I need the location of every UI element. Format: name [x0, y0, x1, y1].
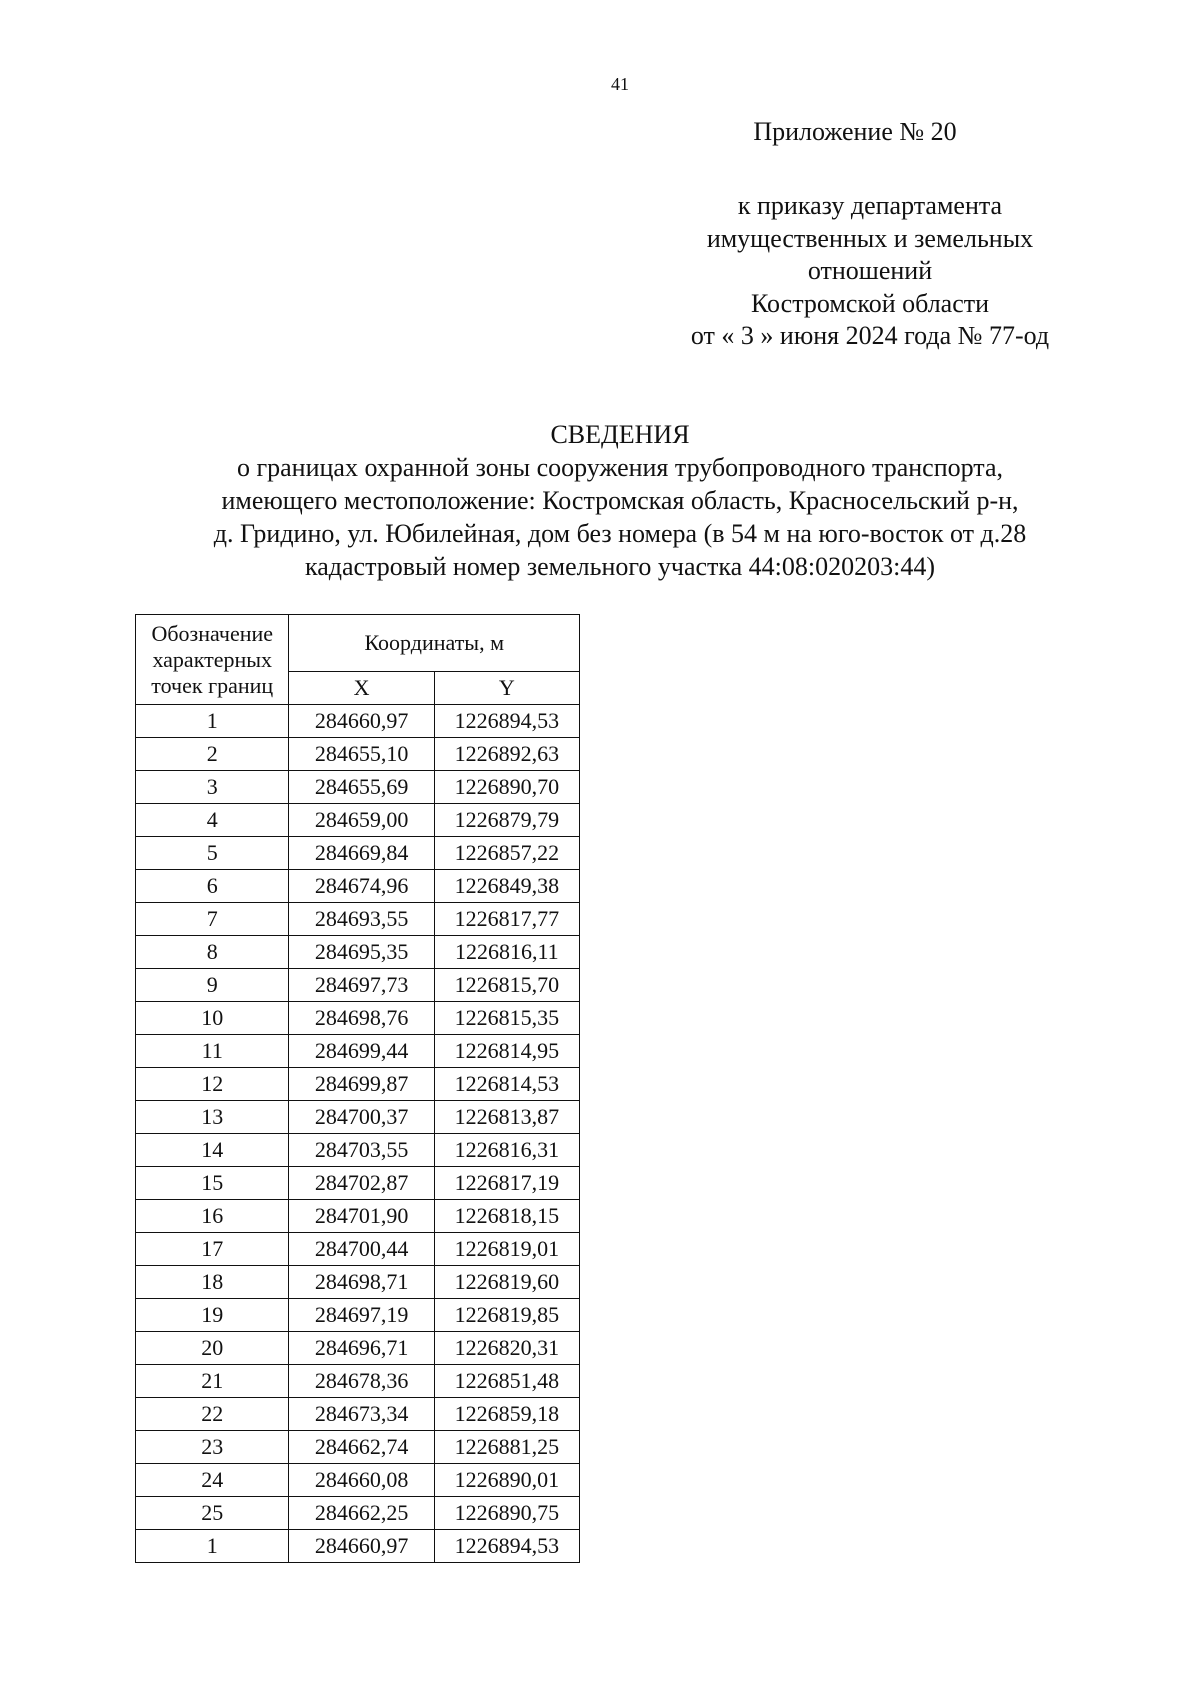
- point-cell: 4: [136, 804, 289, 837]
- point-cell: 25: [136, 1497, 289, 1530]
- y-cell: 1226819,85: [434, 1299, 579, 1332]
- y-cell: 1226818,15: [434, 1200, 579, 1233]
- y-cell: 1226815,70: [434, 969, 579, 1002]
- point-cell: 11: [136, 1035, 289, 1068]
- point-cell: 10: [136, 1002, 289, 1035]
- point-cell: 13: [136, 1101, 289, 1134]
- x-cell: 284674,96: [289, 870, 434, 903]
- table-row: [136, 705, 580, 738]
- y-cell: 1226814,53: [434, 1068, 579, 1101]
- y-cell: 1226857,22: [434, 837, 579, 870]
- order-line: от « 3 » июня 2024 года № 77-од: [690, 321, 1050, 350]
- x-cell: 284655,69: [289, 771, 434, 804]
- x-cell: 284693,55: [289, 903, 434, 936]
- x-cell: 284700,37: [289, 1101, 434, 1134]
- table-row: [136, 1266, 580, 1299]
- heading-line: имеющего местоположение: Костромская область, Красносельский р-н,: [221, 486, 1019, 515]
- table-row: [136, 771, 580, 804]
- y-column-header: Y: [434, 672, 579, 705]
- y-cell: 1226817,77: [434, 903, 579, 936]
- x-cell: 284660,97: [289, 1530, 434, 1563]
- y-cell: 1226894,53: [434, 705, 579, 738]
- x-cell: 284696,71: [289, 1332, 434, 1365]
- x-cell: 284660,97: [289, 705, 434, 738]
- coordinates-table: [135, 614, 580, 1563]
- point-cell: 14: [136, 1134, 289, 1167]
- y-cell: 1226817,19: [434, 1167, 579, 1200]
- y-cell: 1226859,18: [434, 1398, 579, 1431]
- x-cell: 284701,90: [289, 1200, 434, 1233]
- point-cell: 2: [136, 738, 289, 771]
- point-cell: 9: [136, 969, 289, 1002]
- table-row: [136, 1497, 580, 1530]
- table-row: [136, 1101, 580, 1134]
- x-cell: 284698,71: [289, 1266, 434, 1299]
- table-row: [136, 1200, 580, 1233]
- table-row: [136, 1431, 580, 1464]
- point-cell: 12: [136, 1068, 289, 1101]
- table-row: [136, 903, 580, 936]
- y-cell: 1226890,70: [434, 771, 579, 804]
- point-cell: 1: [136, 1530, 289, 1563]
- point-cell: 18: [136, 1266, 289, 1299]
- table-row: [136, 1332, 580, 1365]
- point-cell: 3: [136, 771, 289, 804]
- x-cell: 284700,44: [289, 1233, 434, 1266]
- table-row: [136, 1167, 580, 1200]
- x-cell: 284699,87: [289, 1068, 434, 1101]
- table-row: [136, 1530, 580, 1563]
- table-row: [136, 837, 580, 870]
- point-header-line: Обозначение: [151, 620, 274, 646]
- y-cell: 1226814,95: [434, 1035, 579, 1068]
- point-cell: 1: [136, 705, 289, 738]
- y-cell: 1226849,38: [434, 870, 579, 903]
- x-cell: 284703,55: [289, 1134, 434, 1167]
- table-row: [136, 936, 580, 969]
- table-header-row: [136, 615, 580, 672]
- point-cell: 20: [136, 1332, 289, 1365]
- point-cell: 16: [136, 1200, 289, 1233]
- table-row: [136, 1233, 580, 1266]
- x-cell: 284699,44: [289, 1035, 434, 1068]
- point-cell: 21: [136, 1365, 289, 1398]
- point-header-line: точек границ: [151, 672, 274, 698]
- x-cell: 284655,10: [289, 738, 434, 771]
- y-cell: 1226815,35: [434, 1002, 579, 1035]
- y-cell: 1226816,31: [434, 1134, 579, 1167]
- y-cell: 1226819,01: [434, 1233, 579, 1266]
- table-row: [136, 738, 580, 771]
- order-line: имущественных и земельных: [706, 223, 1034, 253]
- x-cell: 284695,35: [289, 936, 434, 969]
- x-cell: 284678,36: [289, 1365, 434, 1398]
- point-cell: 6: [136, 870, 289, 903]
- point-cell: 17: [136, 1233, 289, 1266]
- document-heading: [160, 418, 1080, 583]
- table-row: [136, 1398, 580, 1431]
- heading-line: д. Гридино, ул. Юбилейная, дом без номера (в 54 м на юго-восток от д.28: [213, 519, 1027, 548]
- y-cell: 1226819,60: [434, 1266, 579, 1299]
- y-cell: 1226879,79: [434, 804, 579, 837]
- x-cell: 284669,84: [289, 837, 434, 870]
- point-cell: 5: [136, 837, 289, 870]
- order-line: к приказу департамента: [737, 191, 1003, 220]
- point-cell: 8: [136, 936, 289, 969]
- point-cell: 19: [136, 1299, 289, 1332]
- heading-line: о границах охранной зоны сооружения трубопроводного транспорта,: [236, 453, 1004, 482]
- table-row: [136, 870, 580, 903]
- table-row: [136, 1068, 580, 1101]
- x-column-header: X: [289, 672, 434, 705]
- point-cell: 23: [136, 1431, 289, 1464]
- y-cell: 1226881,25: [434, 1431, 579, 1464]
- table-row: [136, 1365, 580, 1398]
- x-cell: 284697,73: [289, 969, 434, 1002]
- table-row: [136, 1002, 580, 1035]
- point-cell: 15: [136, 1167, 289, 1200]
- y-cell: 1226813,87: [434, 1101, 579, 1134]
- order-line: Костромской области: [750, 288, 990, 318]
- table-row: [136, 1035, 580, 1068]
- coordinates-header: Координаты, м: [289, 615, 580, 672]
- table-row: [136, 1299, 580, 1332]
- point-column-header: [136, 615, 289, 705]
- point-header-line: характерных: [152, 646, 273, 672]
- x-cell: 284697,19: [289, 1299, 434, 1332]
- x-cell: 284660,08: [289, 1464, 434, 1497]
- page-number: 41: [611, 74, 629, 94]
- y-cell: 1226851,48: [434, 1365, 579, 1398]
- point-cell: 24: [136, 1464, 289, 1497]
- order-line: отношений: [807, 256, 933, 285]
- table-row: [136, 969, 580, 1002]
- x-cell: 284662,74: [289, 1431, 434, 1464]
- appendix-title: Приложение № 20: [753, 117, 957, 146]
- order-reference: [620, 190, 1120, 353]
- heading-line: кадастровый номер земельного участка 44:08:020203:44): [304, 552, 936, 581]
- x-cell: 284673,34: [289, 1398, 434, 1431]
- x-cell: 284662,25: [289, 1497, 434, 1530]
- table-row: [136, 1464, 580, 1497]
- table-row: [136, 1134, 580, 1167]
- x-cell: 284698,76: [289, 1002, 434, 1035]
- heading-title: СВЕДЕНИЯ: [550, 420, 690, 449]
- point-cell: 7: [136, 903, 289, 936]
- x-cell: 284702,87: [289, 1167, 434, 1200]
- point-cell: 22: [136, 1398, 289, 1431]
- y-cell: 1226890,01: [434, 1464, 579, 1497]
- y-cell: 1226890,75: [434, 1497, 579, 1530]
- y-cell: 1226894,53: [434, 1530, 579, 1563]
- y-cell: 1226820,31: [434, 1332, 579, 1365]
- y-cell: 1226816,11: [434, 936, 579, 969]
- x-cell: 284659,00: [289, 804, 434, 837]
- table-row: [136, 804, 580, 837]
- y-cell: 1226892,63: [434, 738, 579, 771]
